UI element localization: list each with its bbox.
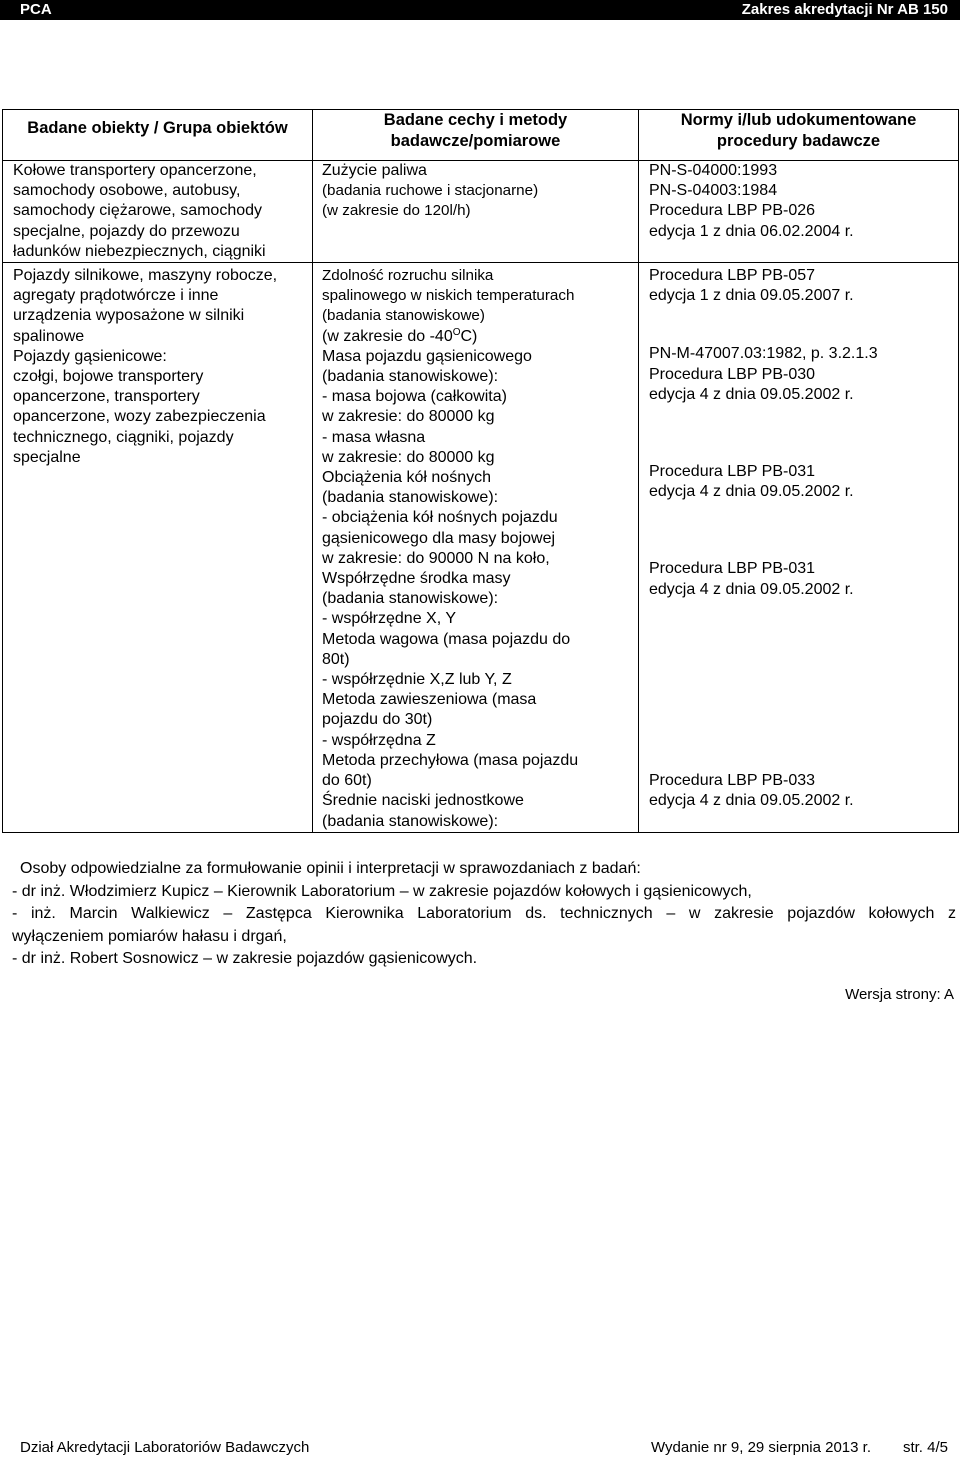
footer-left: Dział Akredytacji Laboratoriów Badawczych <box>20 1439 310 1456</box>
footer-edition: Wydanie nr 9, 29 sierpnia 2013 r. <box>651 1439 871 1456</box>
footer-page-number: str. 4/5 <box>902 1439 948 1456</box>
row1-norms: PN-S-04000:1993 PN-S-04003:1984 Procedura LBP PB-026 edycja 1 z dnia 06.02.2004 r. <box>639 161 959 263</box>
person-2-cont: wyłączeniem pomiarów hałasu i drgań, <box>12 927 287 945</box>
table-row <box>3 161 959 263</box>
header-right: Zakres akredytacji Nr AB 150 <box>741 1 948 18</box>
col1-header: Badane obiekty / Grupa obiektów <box>3 110 313 161</box>
person-1: - dr inż. Włodzimierz Kupicz – Kierownik Laboratorium – w zakresie pojazdów kołowych i gąsienicowych, <box>12 882 752 900</box>
row2-objects: Pojazdy silnikowe, maszyny robocze, agregaty prądotwórcze i inne urządzenia wyposażone w silniki spalinowe Pojazdy gąsienicowe: czołgi, bojowe transportery opancerzone, transportery opancerzone, wozy zabezpieczenia technicznego, ciągniki, pojazdy specjalne <box>3 263 313 833</box>
page-version: Wersja strony: A <box>845 986 954 1003</box>
row1-objects: Kołowe transportery opancerzone, samochody osobowe, autobusy, samochody ciężarowe, samochody specjalne, pojazdy do przewozu ładunków niebezpiecznych, ciągniki <box>3 161 313 263</box>
table-row <box>3 263 959 833</box>
row2-norms: Procedura LBP PB-057 edycja 1 z dnia 09.05.2007 r. PN-M-47007.03:1982, p. 3.2.1.3 Procedura LBP PB-030 edycja 4 z dnia 09.05.2002 r. Procedura LBP PB-031 edycja 4 z dnia 09.05.2002 r. Procedura LBP PB-031 edycja 4 z dnia 09.05.2002 r. Procedura LBP PB-033 edycja 4 z dnia 09.05.2002 r. <box>639 263 959 833</box>
responsible-persons <box>12 858 956 971</box>
row2-methods: Zdolność rozruchu silnika spalinowego w niskich temperaturach (badania stanowiskowe) (w zakresie do $-40^OC$) Masa pojazdu gąsienicowego (badania stanowiskowe): - masa bojowa (całkowita) w zakresie: do 80000 kg - masa własna w zakresie: do 80000 kg Obciążenia kół nośnych (badania stanowiskowe): - obciążenia kół nośnych pojazdu gąsienicowego dla masy bojowej w zakresie: do 90000 N na koło, Współrzędne środka masy (badania stanowiskowe): - współrzędne X, Y Metoda wagowa (masa pojazdu do 80t) - współrzędnie X,Z lub Y, Z Metoda zawieszeniowa (masa pojazdu do 30t) - współrzędna Z Metoda przechyłowa (masa pojazdu do 60t) Średnie naciski jednostkowe (badania stanowiskowe): <box>313 263 639 833</box>
row1-methods: Zużycie paliwa (badania ruchowe i stacjonarne) (w zakresie do 120l/h) <box>313 161 639 263</box>
person-3: - dr inż. Robert Sosnowicz – w zakresie pojazdów gąsienicowych. <box>12 950 478 967</box>
col3-header: Normy i/lub udokumentowane procedury badawcze <box>639 110 959 161</box>
header-left: PCA <box>20 1 52 18</box>
person-2: - inż. Marcin Walkiewicz – Zastępca Kierownika Laboratorium ds. technicznych – w zakresie pojazdów kołowych z <box>12 905 956 922</box>
table-header-row <box>3 110 959 161</box>
col2-header: Badane cechy i metody badawcze/pomiarowe <box>313 110 639 161</box>
page-header <box>0 0 960 20</box>
accreditation-table <box>2 109 959 833</box>
persons-intro: Osoby odpowiedzialne za formułowanie opinii i interpretacji w sprawozdaniach z badań: <box>20 860 641 877</box>
